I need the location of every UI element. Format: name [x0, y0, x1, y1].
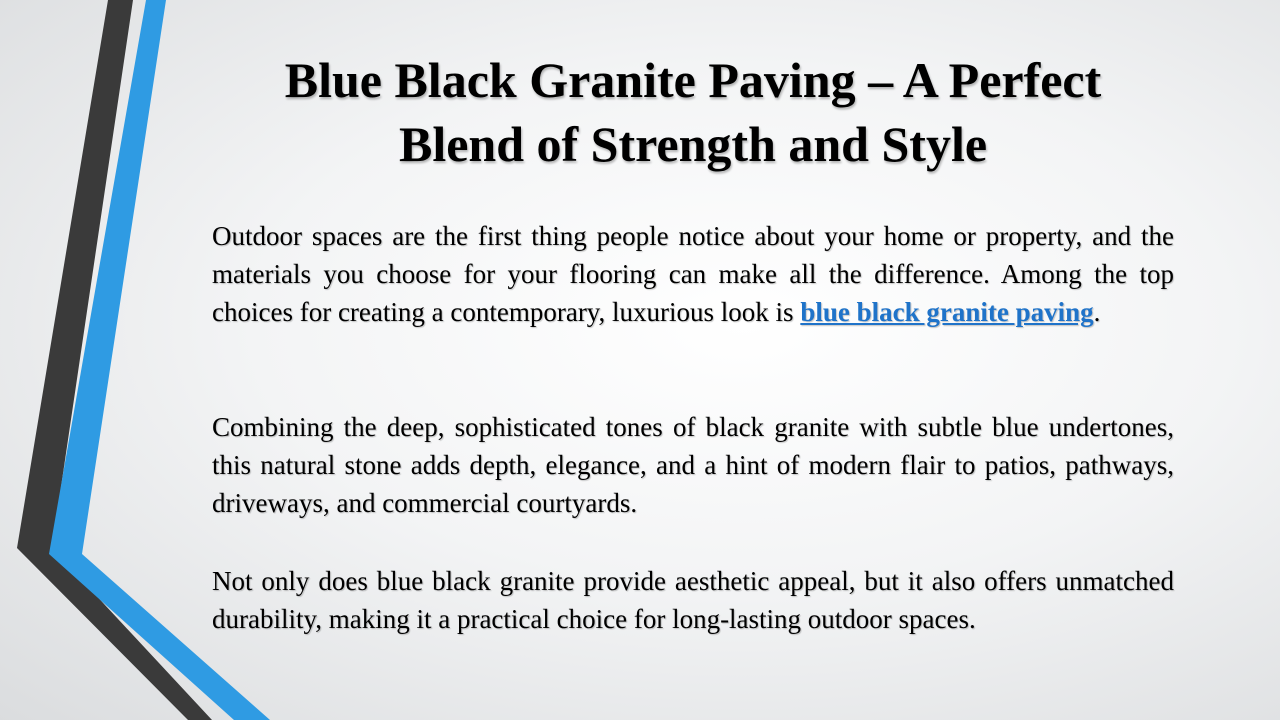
- granite-paving-link[interactable]: blue black granite paving: [800, 297, 1094, 327]
- paragraph-durability: Not only does blue black granite provide aesthetic appeal, but it also offers unmatched durability, making it a practical choice for long-lasting outdoor spaces.: [212, 566, 1174, 634]
- paragraph-intro-text: Outdoor spaces are the first thing people notice about your home or property, and the materials you choose for your flooring can make all the difference. Among the top choices for creating a contemporary, luxurious look is: [212, 221, 1174, 327]
- title-line-1: Blue Black Granite Paving – A Perfect: [284, 52, 1102, 108]
- paragraph-intro-end: .: [1093, 297, 1101, 327]
- paragraph-intro: [212, 217, 1174, 331]
- paragraph-tones: Combining the deep, sophisticated tones of black granite with subtle blue undertones, this natural stone adds depth, elegance, and a hint of modern flair to patios, pathways, driveways, and commercial courtyards.: [212, 412, 1174, 518]
- slide-title: [180, 48, 1206, 176]
- title-line-2: Blend of Strength and Style: [398, 116, 988, 172]
